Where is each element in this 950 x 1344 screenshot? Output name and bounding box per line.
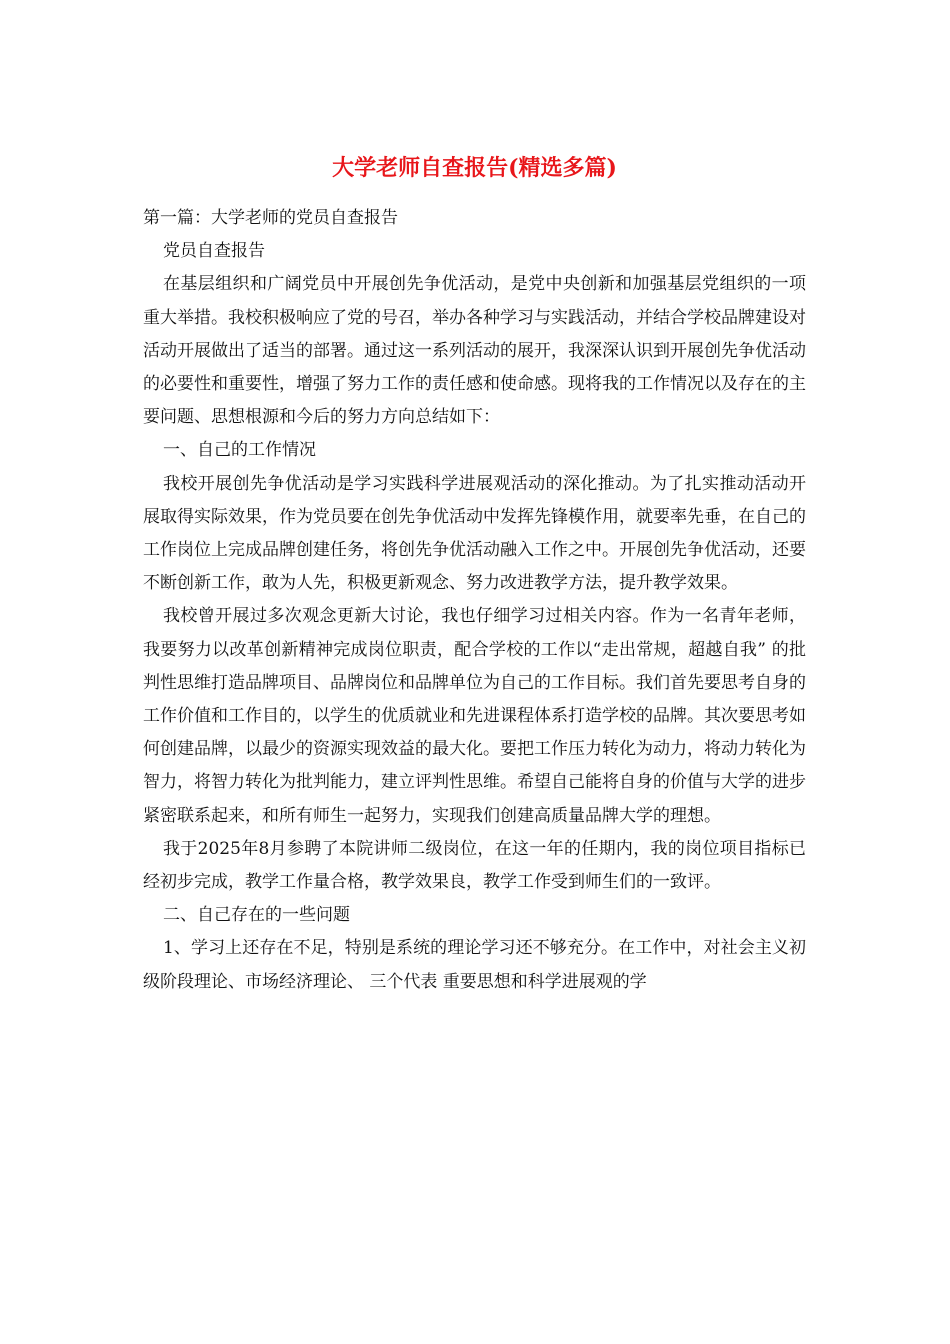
document-title: 大学老师自查报告(精选多篇) [332, 155, 617, 181]
body-paragraph: 我校开展创先争优活动是学习实践科学进展观活动的深化推动。为了扎实推动活动开展取得实际效果，作为党员要在创先争优活动中发挥先锋模作用，就要率先垂，在自己的工作岗位上完成品牌创建任务，将创先争优活动融入工作之中。开展创先争优活动，还要不断创新工作，敢为人先，积极更新观念、努力改进教学方法，提升教学效果。 [143, 473, 806, 594]
section-heading-part-one: 第一篇：大学老师的党员自查报告 [143, 208, 398, 228]
document-body [143, 150, 806, 999]
section-heading-work-status: 一、自己的工作情况 [163, 440, 316, 461]
section-heading-problems: 二、自己存在的一些问题 [163, 905, 350, 926]
body-paragraph: 我于2025年8月参聘了本院讲师二级岗位，在这一年的任期内，我的岗位项目指标已经初步完成，教学工作量合格，教学效果良，教学工作受到师生们的一致评。 [143, 838, 806, 893]
body-paragraph: 在基层组织和广阔党员中开展创先争优活动，是党中央创新和加强基层党组织的一项重大举措。我校积极响应了党的号召，举办各种学习与实践活动，并结合学校品牌建设对活动开展做出了适当的部署。通过这一系列活动的展开，我深深认识到开展创先争优活动的必要性和重要性，增强了努力工作的责任感和使命感。现将我的工作情况以及存在的主要问题、思想根源和今后的努力方向总结如下： [143, 274, 806, 428]
report-subtitle: 党员自查报告 [163, 241, 265, 262]
body-paragraph: 我校曾开展过多次观念更新大讨论，我也仔细学习过相关内容。作为一名青年老师，我要努力以改革创新精神完成岗位职责，配合学校的工作以“走出常规，超越自我” 的批判性思维打造品牌项目、品牌岗位和品牌单位为自己的工作目标。我们首先要思考自身的工作价值和工作目的，以学生的优质就业和先进课程体系打造学校的品牌。其次要思考如何创建品牌，以最少的资源实现效益的最大化。要把工作压力转化为动力，将动力转化为智力，将智力转化为批判能力，建立评判性思维。希望自己能将自身的价值与大学的进步紧密联系起来，和所有师生一起努力，实现我们创建高质量品牌大学的理想。 [143, 606, 806, 826]
body-paragraph: 1、学习上还存在不足，特别是系统的理论学习还不够充分。在工作中，对社会主义初级阶段理论、市场经济理论、 三个代表 重要思想和科学进展观的学 [143, 938, 806, 992]
